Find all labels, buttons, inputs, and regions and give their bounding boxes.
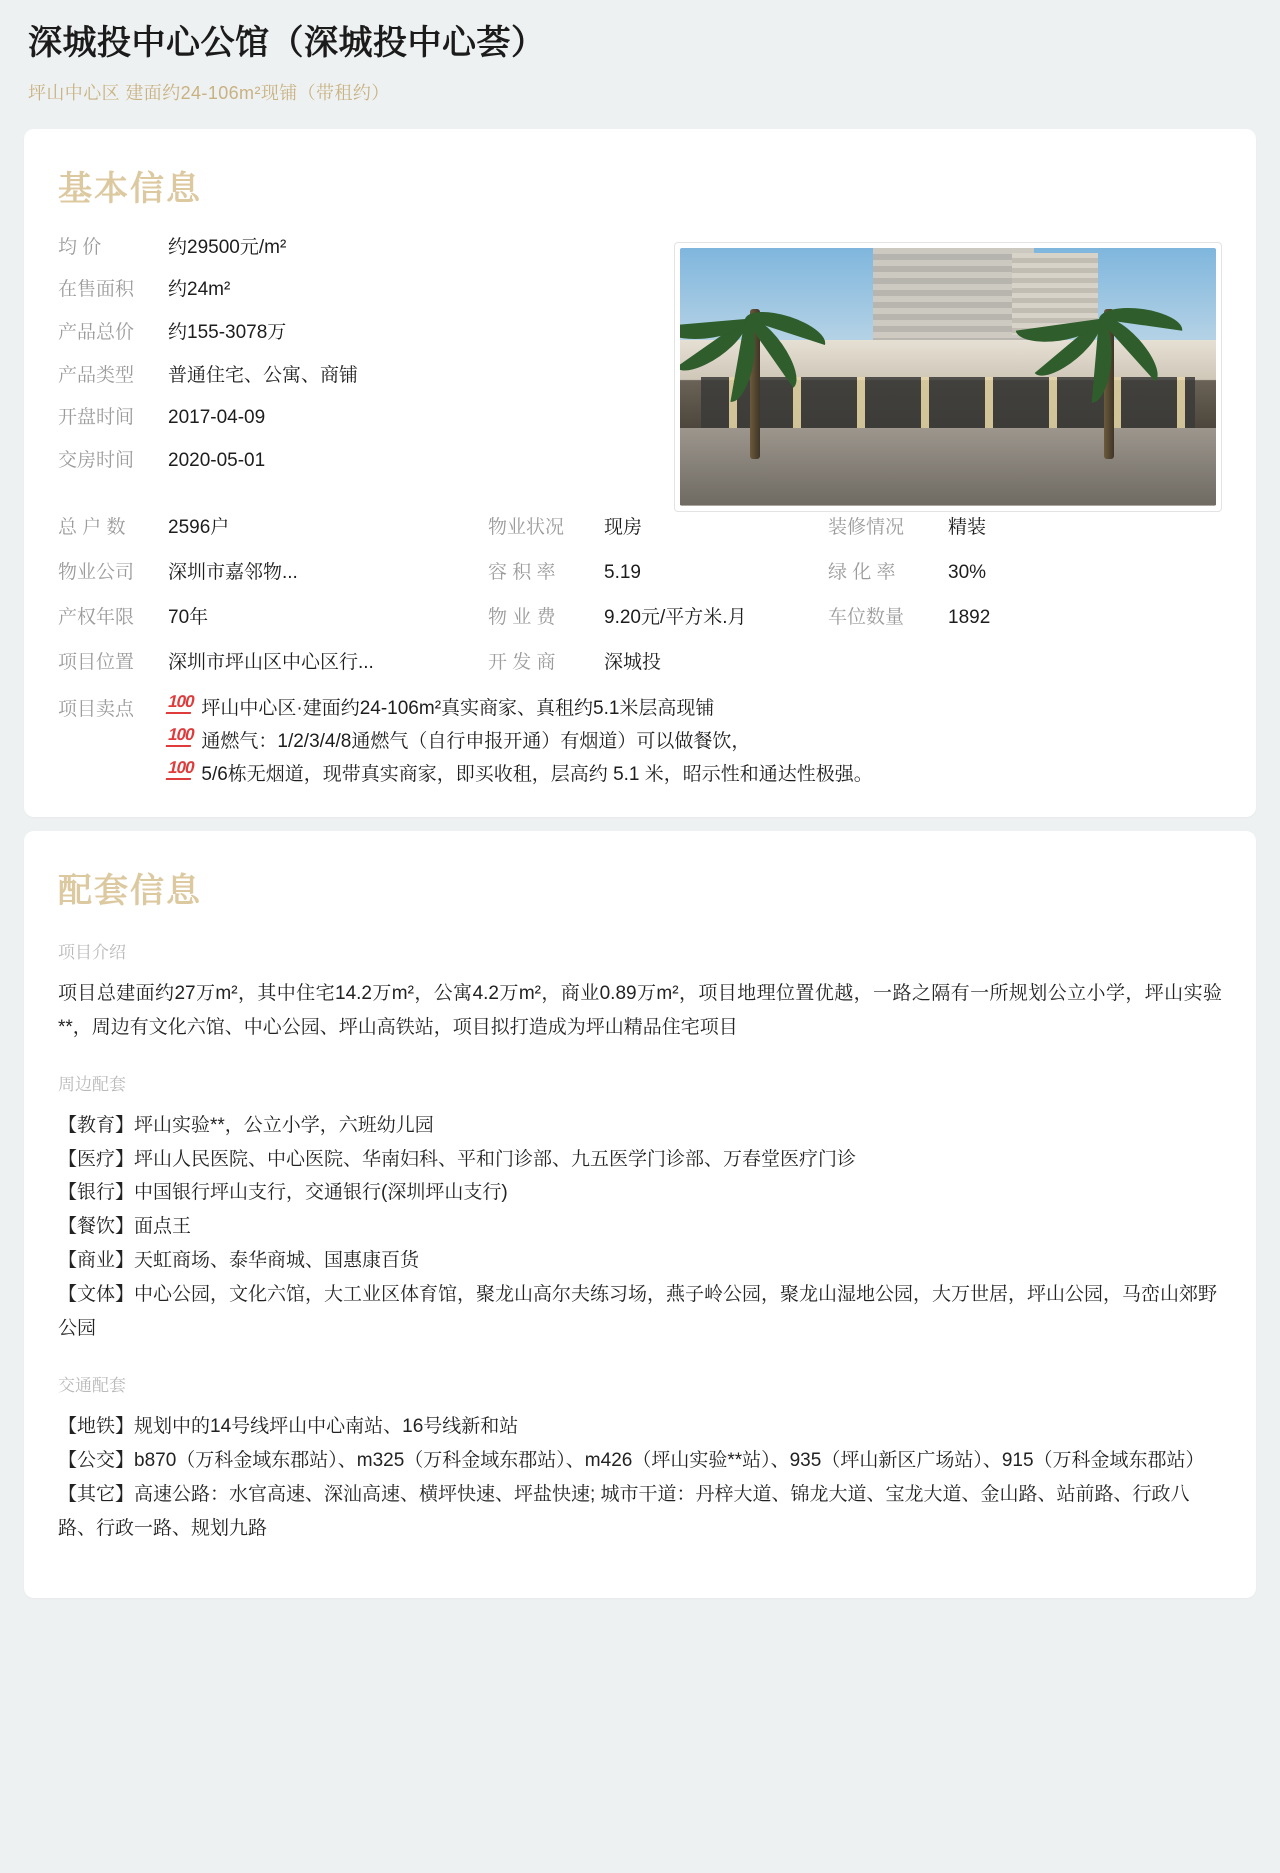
traffic-facilities-label: 交通配套 bbox=[58, 1376, 126, 1396]
project-intro-label: 项目介绍 bbox=[58, 943, 126, 963]
project-photo-image bbox=[680, 248, 1216, 506]
info-value: 30% bbox=[948, 561, 987, 583]
selling-point-item bbox=[168, 692, 1222, 725]
traffic-facilities-block bbox=[58, 1371, 1222, 1545]
info-value: 2596户 bbox=[168, 516, 230, 538]
info-label: 产品总价 bbox=[58, 321, 135, 343]
info-value: 9.20元/平方米.月 bbox=[604, 606, 747, 628]
hundred-points-icon: 100 bbox=[166, 692, 196, 714]
info-label: 产品类型 bbox=[58, 364, 135, 386]
around-facilities-item: 【教育】坪山实验**，公立小学，六班幼儿园 bbox=[58, 1114, 434, 1136]
around-facilities-item: 【餐饮】面点王 bbox=[58, 1216, 192, 1238]
basic-info-fields bbox=[58, 236, 488, 492]
info-value: 1892 bbox=[948, 606, 991, 628]
info-value: 深圳市嘉邻物... bbox=[168, 561, 298, 583]
basic-info-title: 基本信息 bbox=[58, 169, 202, 208]
hundred-points-icon: 100 bbox=[166, 758, 196, 780]
info-value: 2020-05-01 bbox=[168, 449, 266, 471]
page-header bbox=[0, 0, 1280, 115]
info-label: 物 业 费 bbox=[488, 606, 556, 628]
info-value: 约24m² bbox=[168, 279, 231, 301]
basic-info-card bbox=[24, 129, 1256, 818]
selling-point-item bbox=[168, 725, 1222, 758]
info-row-area bbox=[58, 278, 488, 303]
info-row-households bbox=[58, 512, 1222, 539]
project-photo-wrap bbox=[488, 236, 1222, 512]
info-row-total-price bbox=[58, 321, 488, 346]
info-label: 开 发 商 bbox=[488, 651, 556, 673]
info-value: 现房 bbox=[604, 516, 643, 538]
project-photo[interactable] bbox=[674, 242, 1222, 512]
info-value: 5.19 bbox=[604, 561, 641, 583]
facilities-title: 配套信息 bbox=[58, 872, 202, 911]
hundred-points-icon: 100 bbox=[166, 725, 196, 747]
info-row-property-company bbox=[58, 557, 1222, 584]
info-value: 深城投 bbox=[604, 651, 662, 673]
project-intro-block bbox=[58, 938, 1222, 1044]
info-value: 约155-3078万 bbox=[168, 321, 287, 343]
page-title: 深城投中心公馆（深城投中心荟） bbox=[28, 24, 546, 62]
around-facilities-item: 【商业】天虹商场、泰华商城、国惠康百货 bbox=[58, 1250, 420, 1271]
info-value: 精装 bbox=[948, 516, 987, 538]
info-label: 物业公司 bbox=[58, 561, 135, 583]
traffic-facilities-item: 【公交】b870（万科金域东郡站）、m325（万科金域东郡站）、m426（坪山实验**站）、935（坪山新区广场站）、915（万科金域东郡站） bbox=[58, 1450, 1205, 1472]
info-label: 车位数量 bbox=[828, 606, 905, 628]
around-facilities-item: 【银行】中国银行坪山支行，交通银行(深圳坪山支行) bbox=[58, 1182, 508, 1204]
selling-point-text: 通燃气：1/2/3/4/8通燃气（自行申报开通）有烟道）可以做餐饮， bbox=[201, 730, 751, 752]
info-label: 总 户 数 bbox=[58, 516, 126, 538]
info-row-product-type bbox=[58, 364, 488, 389]
selling-points-label: 项目卖点 bbox=[58, 698, 135, 720]
page-subtitle: 坪山中心区 建面约24-106m²现铺（带租约） bbox=[28, 82, 390, 103]
info-label: 均 价 bbox=[58, 236, 102, 258]
around-facilities-label: 周边配套 bbox=[58, 1074, 126, 1094]
info-row-ownership bbox=[58, 602, 1222, 629]
traffic-facilities-item: 【地铁】规划中的14号线坪山中心南站、16号线新和站 bbox=[58, 1416, 519, 1438]
traffic-facilities-item: 【其它】高速公路：水官高速、深汕高速、横坪快速、坪盐快速; 城市干道：丹梓大道、锦龙大道、宝龙大道、金山路、站前路、行政八路、行政一路、规划九路 bbox=[58, 1484, 1190, 1539]
info-label: 装修情况 bbox=[828, 516, 905, 538]
around-facilities-item: 【医疗】坪山人民医院、中心医院、华南妇科、平和门诊部、九五医学门诊部、万春堂医疗门诊 bbox=[58, 1148, 857, 1170]
around-facilities-item: 【文体】中心公园，文化六馆，大工业区体育馆，聚龙山高尔夫练习场，燕子岭公园，聚龙山湿地公园，大万世居，坪山公园，马峦山郊野公园 bbox=[58, 1283, 1218, 1339]
info-row-price bbox=[58, 236, 488, 261]
info-value: 2017-04-09 bbox=[168, 407, 266, 429]
info-label: 在售面积 bbox=[58, 279, 135, 301]
info-label: 物业状况 bbox=[488, 516, 565, 538]
info-value: 深圳市坪山区中心区行... bbox=[168, 651, 374, 673]
info-label: 开盘时间 bbox=[58, 407, 135, 429]
info-value: 普通住宅、公寓、商铺 bbox=[168, 364, 359, 386]
info-label: 产权年限 bbox=[58, 606, 135, 628]
info-label: 绿 化 率 bbox=[828, 561, 896, 583]
info-label: 交房时间 bbox=[58, 449, 135, 471]
info-label: 容 积 率 bbox=[488, 561, 556, 583]
project-intro-text: 项目总建面约27万m²，其中住宅14.2万m²，公寓4.2万m²，商业0.89万m²，项目地理位置优越，一路之隔有一所规划公立小学，坪山实验**，周边有文化六馆、中心公园、坪山高铁站，项目拟打造成为坪山精品住宅项目 bbox=[58, 983, 1222, 1038]
around-facilities-block bbox=[58, 1070, 1222, 1346]
facilities-card bbox=[24, 831, 1256, 1597]
info-value: 70年 bbox=[168, 606, 209, 628]
selling-point-text: 5/6栋无烟道，现带真实商家，即买收租，层高约 5.1 米，昭示性和通达性极强。 bbox=[201, 764, 873, 785]
info-label: 项目位置 bbox=[58, 651, 135, 673]
info-row-location bbox=[58, 647, 1222, 674]
info-value: 约29500元/m² bbox=[168, 236, 287, 258]
selling-points-row bbox=[58, 692, 1222, 792]
info-row-open-date bbox=[58, 406, 488, 431]
info-row-delivery-date bbox=[58, 449, 488, 474]
selling-point-text: 坪山中心区·建面约24-106m²真实商家、真租约5.1米层高现铺 bbox=[201, 697, 715, 719]
selling-point-item bbox=[168, 758, 1222, 791]
